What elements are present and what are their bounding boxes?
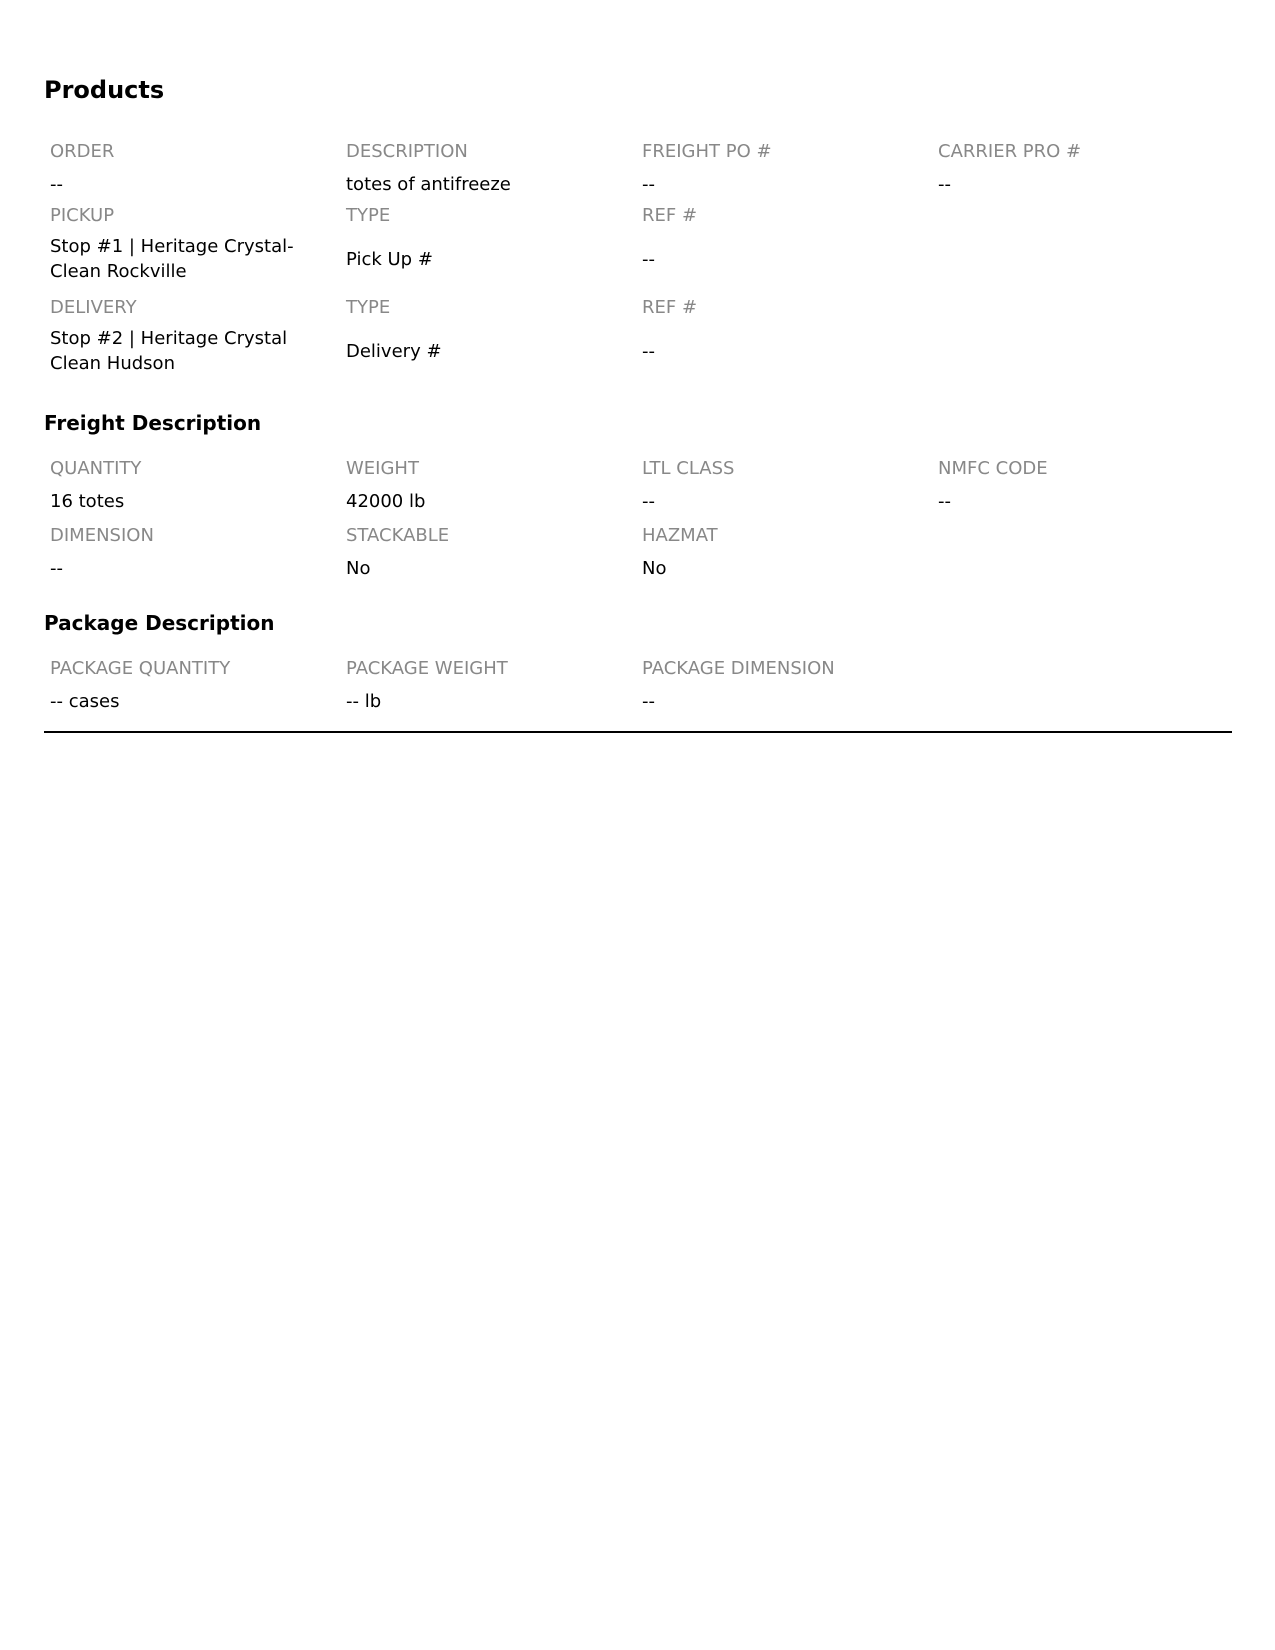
order-label: ORDER	[50, 141, 115, 162]
package-dimension-value: --	[642, 691, 655, 712]
nmfc-code-value: --	[938, 491, 951, 512]
description-value: totes of antifreeze	[346, 174, 511, 195]
description-label: DESCRIPTION	[346, 141, 468, 162]
order-value: --	[50, 174, 63, 195]
delivery-ref-value: --	[642, 341, 655, 362]
delivery-label: DELIVERY	[50, 297, 137, 318]
weight-label: WEIGHT	[346, 458, 419, 479]
package-description-title: Package Description	[44, 611, 275, 635]
pickup-stop-value: Stop #1 | Heritage Crystal-Clean Rockville	[50, 236, 294, 282]
delivery-type-value: Delivery #	[346, 341, 442, 362]
delivery-ref-label: REF #	[642, 297, 698, 318]
package-weight-label: PACKAGE WEIGHT	[346, 658, 508, 679]
package-dimension-label: PACKAGE DIMENSION	[642, 658, 835, 679]
package-quantity-value: -- cases	[50, 691, 120, 712]
dimension-value: --	[50, 558, 63, 579]
hazmat-value: No	[642, 558, 667, 579]
stackable-label: STACKABLE	[346, 525, 450, 546]
quantity-label: QUANTITY	[50, 458, 142, 479]
package-weight-value: -- lb	[346, 691, 382, 712]
quantity-value: 16 totes	[50, 491, 125, 512]
carrier-pro-value: --	[938, 174, 951, 195]
freight-po-label: FREIGHT PO #	[642, 141, 772, 162]
pickup-ref-value: --	[642, 249, 655, 270]
ltl-class-label: LTL CLASS	[642, 458, 735, 479]
pickup-type-label: TYPE	[346, 205, 391, 226]
pickup-ref-label: REF #	[642, 205, 698, 226]
dimension-label: DIMENSION	[50, 525, 154, 546]
freight-description-title: Freight Description	[44, 411, 262, 435]
stackable-value: No	[346, 558, 371, 579]
ltl-class-value: --	[642, 491, 655, 512]
carrier-pro-label: CARRIER PRO #	[938, 141, 1082, 162]
package-quantity-label: PACKAGE QUANTITY	[50, 658, 231, 679]
nmfc-code-label: NMFC CODE	[938, 458, 1048, 479]
delivery-type-label: TYPE	[346, 297, 391, 318]
delivery-stop-value: Stop #2 | Heritage Crystal Clean Hudson	[50, 328, 288, 374]
freight-po-value: --	[642, 174, 655, 195]
products-title: Products	[44, 76, 165, 104]
weight-value: 42000 lb	[346, 491, 426, 512]
hazmat-label: HAZMAT	[642, 525, 718, 546]
pickup-label: PICKUP	[50, 205, 115, 226]
pickup-type-value: Pick Up #	[346, 249, 433, 270]
section-divider	[44, 731, 1232, 733]
